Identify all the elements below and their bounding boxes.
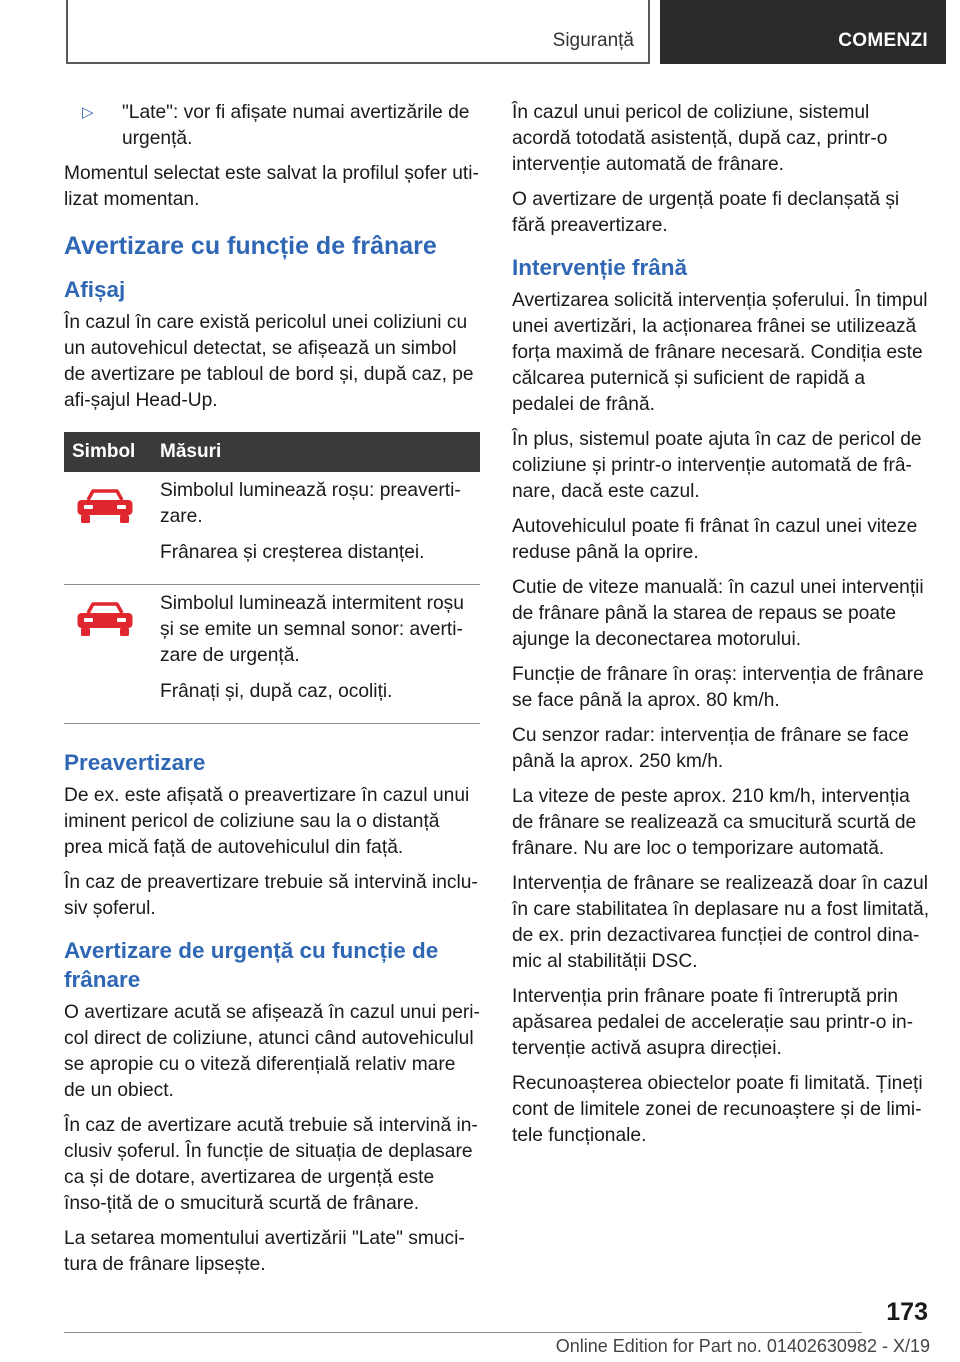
paragraph: Intervenția de frânare se realizează doar în cazul în care stabilitatea în deplasare nu a fost limitată, de ex. prin dezactivarea funcției de control dina‐mic al stabilității DSC.	[512, 873, 930, 972]
header-section-title: Siguranță	[552, 30, 634, 51]
header-chapter-title: COMENZI	[838, 30, 928, 51]
paragraph: În cazul unui pericol de coliziune, sistemul acordă totodată asistență, după caz, printr-o intervenție automată de frânare.	[512, 102, 888, 175]
subsection-heading: Intervenție frână	[512, 255, 688, 280]
paragraph: La viteze de peste aprox. 210 km/h, intervenția de frânare se realizează ca smucitură scurtă de frânare. Nu are loc o temporizare automată.	[512, 786, 917, 859]
section-heading: Avertizare cu funcție de frânare	[64, 232, 437, 260]
paragraph: Funcție de frânare în oraș: intervenția de frânare se face până la aprox. 80 km/h.	[512, 664, 924, 711]
paragraph: În cazul în care există pericolul unei coliziuni cu un autovehicul detectat, se afișează un simbol de avertizare pe tabloul de bord și, după caz, pe afi‐șajul Head-Up.	[64, 312, 474, 411]
paragraph: Momentul selectat este salvat la profilul șofer uti‐lizat momentan.	[64, 163, 479, 210]
footer-edition: Online Edition for Part no. 01402630982 - X/19	[555, 1336, 930, 1356]
measure-text: Frânați și, după caz, ocoliți.	[160, 681, 393, 702]
paragraph: În caz de avertizare acută trebuie să intervină in‐clusiv șoferul. În funcție de situația de deplasare ca și de dotare, avertizarea de urgență este înso‐țită de o smucitură scurtă de frânare.	[64, 1115, 478, 1214]
table-cell-symbol	[64, 472, 152, 585]
measure-text: Frânarea și creșterea distanței.	[160, 542, 425, 563]
paragraph: Intervenția prin frânare poate fi întreruptă prin apăsarea pedalei de accelerație sau printr-o in‐tervenție activă asupra direcției.	[512, 986, 914, 1059]
measure-text: Simbolul luminează roșu: preaverti‐zare.	[160, 480, 461, 527]
paragraph: Recunoașterea obiectelor poate fi limitată. Țineți cont de limitele zonei de recunoaștere și de limi‐tele funcționale.	[512, 1073, 923, 1146]
header-section-tab	[66, 0, 650, 64]
subsection-heading: Afișaj	[64, 277, 126, 302]
paragraph: De ex. este afișată o preavertizare în cazul unui iminent pericol de coliziune sau la o distanță prea mică față de autovehiculul din față.	[64, 785, 470, 858]
paragraph: O avertizare de urgență poate fi declanșată și fără preavertizare.	[512, 189, 900, 236]
red-car-icon	[76, 488, 134, 526]
left-column	[64, 100, 482, 1287]
footer-divider	[64, 1332, 862, 1333]
paragraph: În caz de preavertizare trebuie să intervină inclu‐siv șoferul.	[64, 872, 478, 919]
table-cell-measures	[152, 585, 480, 724]
late-bullet	[64, 100, 482, 152]
table-header-row	[64, 432, 480, 472]
paragraph: În plus, sistemul poate ajuta în caz de pericol de coliziune și printr-o intervenție automată de frâ‐nare, dacă este cazul.	[512, 429, 922, 502]
measure-text: Simbolul luminează intermitent roșu și se emite un semnal sonor: averti‐zare de urgență.	[160, 593, 464, 666]
symbol-table	[64, 432, 480, 724]
paragraph: O avertizare acută se afișează în cazul unui peri‐col direct de coliziune, atunci când autovehiculul se apropie cu o viteză diferențială relativ mare de un obiect.	[64, 1002, 480, 1101]
triangle-bullet-icon: ▷	[82, 104, 94, 121]
table-cell-symbol	[64, 585, 152, 724]
paragraph: Autovehiculul poate fi frânat în cazul unei viteze reduse până la oprire.	[512, 516, 918, 563]
table-row	[64, 472, 480, 585]
paragraph: Cutie de viteze manuală: în cazul unei intervenții de frânare până la starea de repaus se poate ajunge la deconectarea motorului.	[512, 577, 924, 650]
table-header-measures: Măsuri	[152, 432, 480, 472]
table-cell-measures	[152, 472, 480, 585]
late-bullet-text: "Late": vor fi afișate numai avertizările de urgență.	[122, 102, 470, 149]
subsection-heading: Avertizare de urgență cu funcție de frânare	[64, 938, 439, 992]
paragraph: La setarea momentului avertizării "Late" smuci‐tura de frânare lipsește.	[64, 1228, 465, 1275]
red-car-icon	[76, 601, 134, 639]
subsection-heading: Preavertizare	[64, 750, 206, 775]
right-column	[512, 100, 930, 1158]
table-row	[64, 585, 480, 724]
paragraph: Avertizarea solicită intervenția șoferului. În timpul unei avertizări, la acționarea frânei se utilizează forța maximă de frânare necesară. Condiția este călcarea puternică și suficient de rapidă a pedalei de frână.	[512, 290, 928, 415]
table-header-symbol: Simbol	[64, 432, 152, 472]
paragraph: Cu senzor radar: intervenția de frânare se face până la aprox. 250 km/h.	[512, 725, 909, 772]
page-number: 173	[886, 1298, 928, 1326]
header-chapter-tab	[660, 0, 946, 64]
